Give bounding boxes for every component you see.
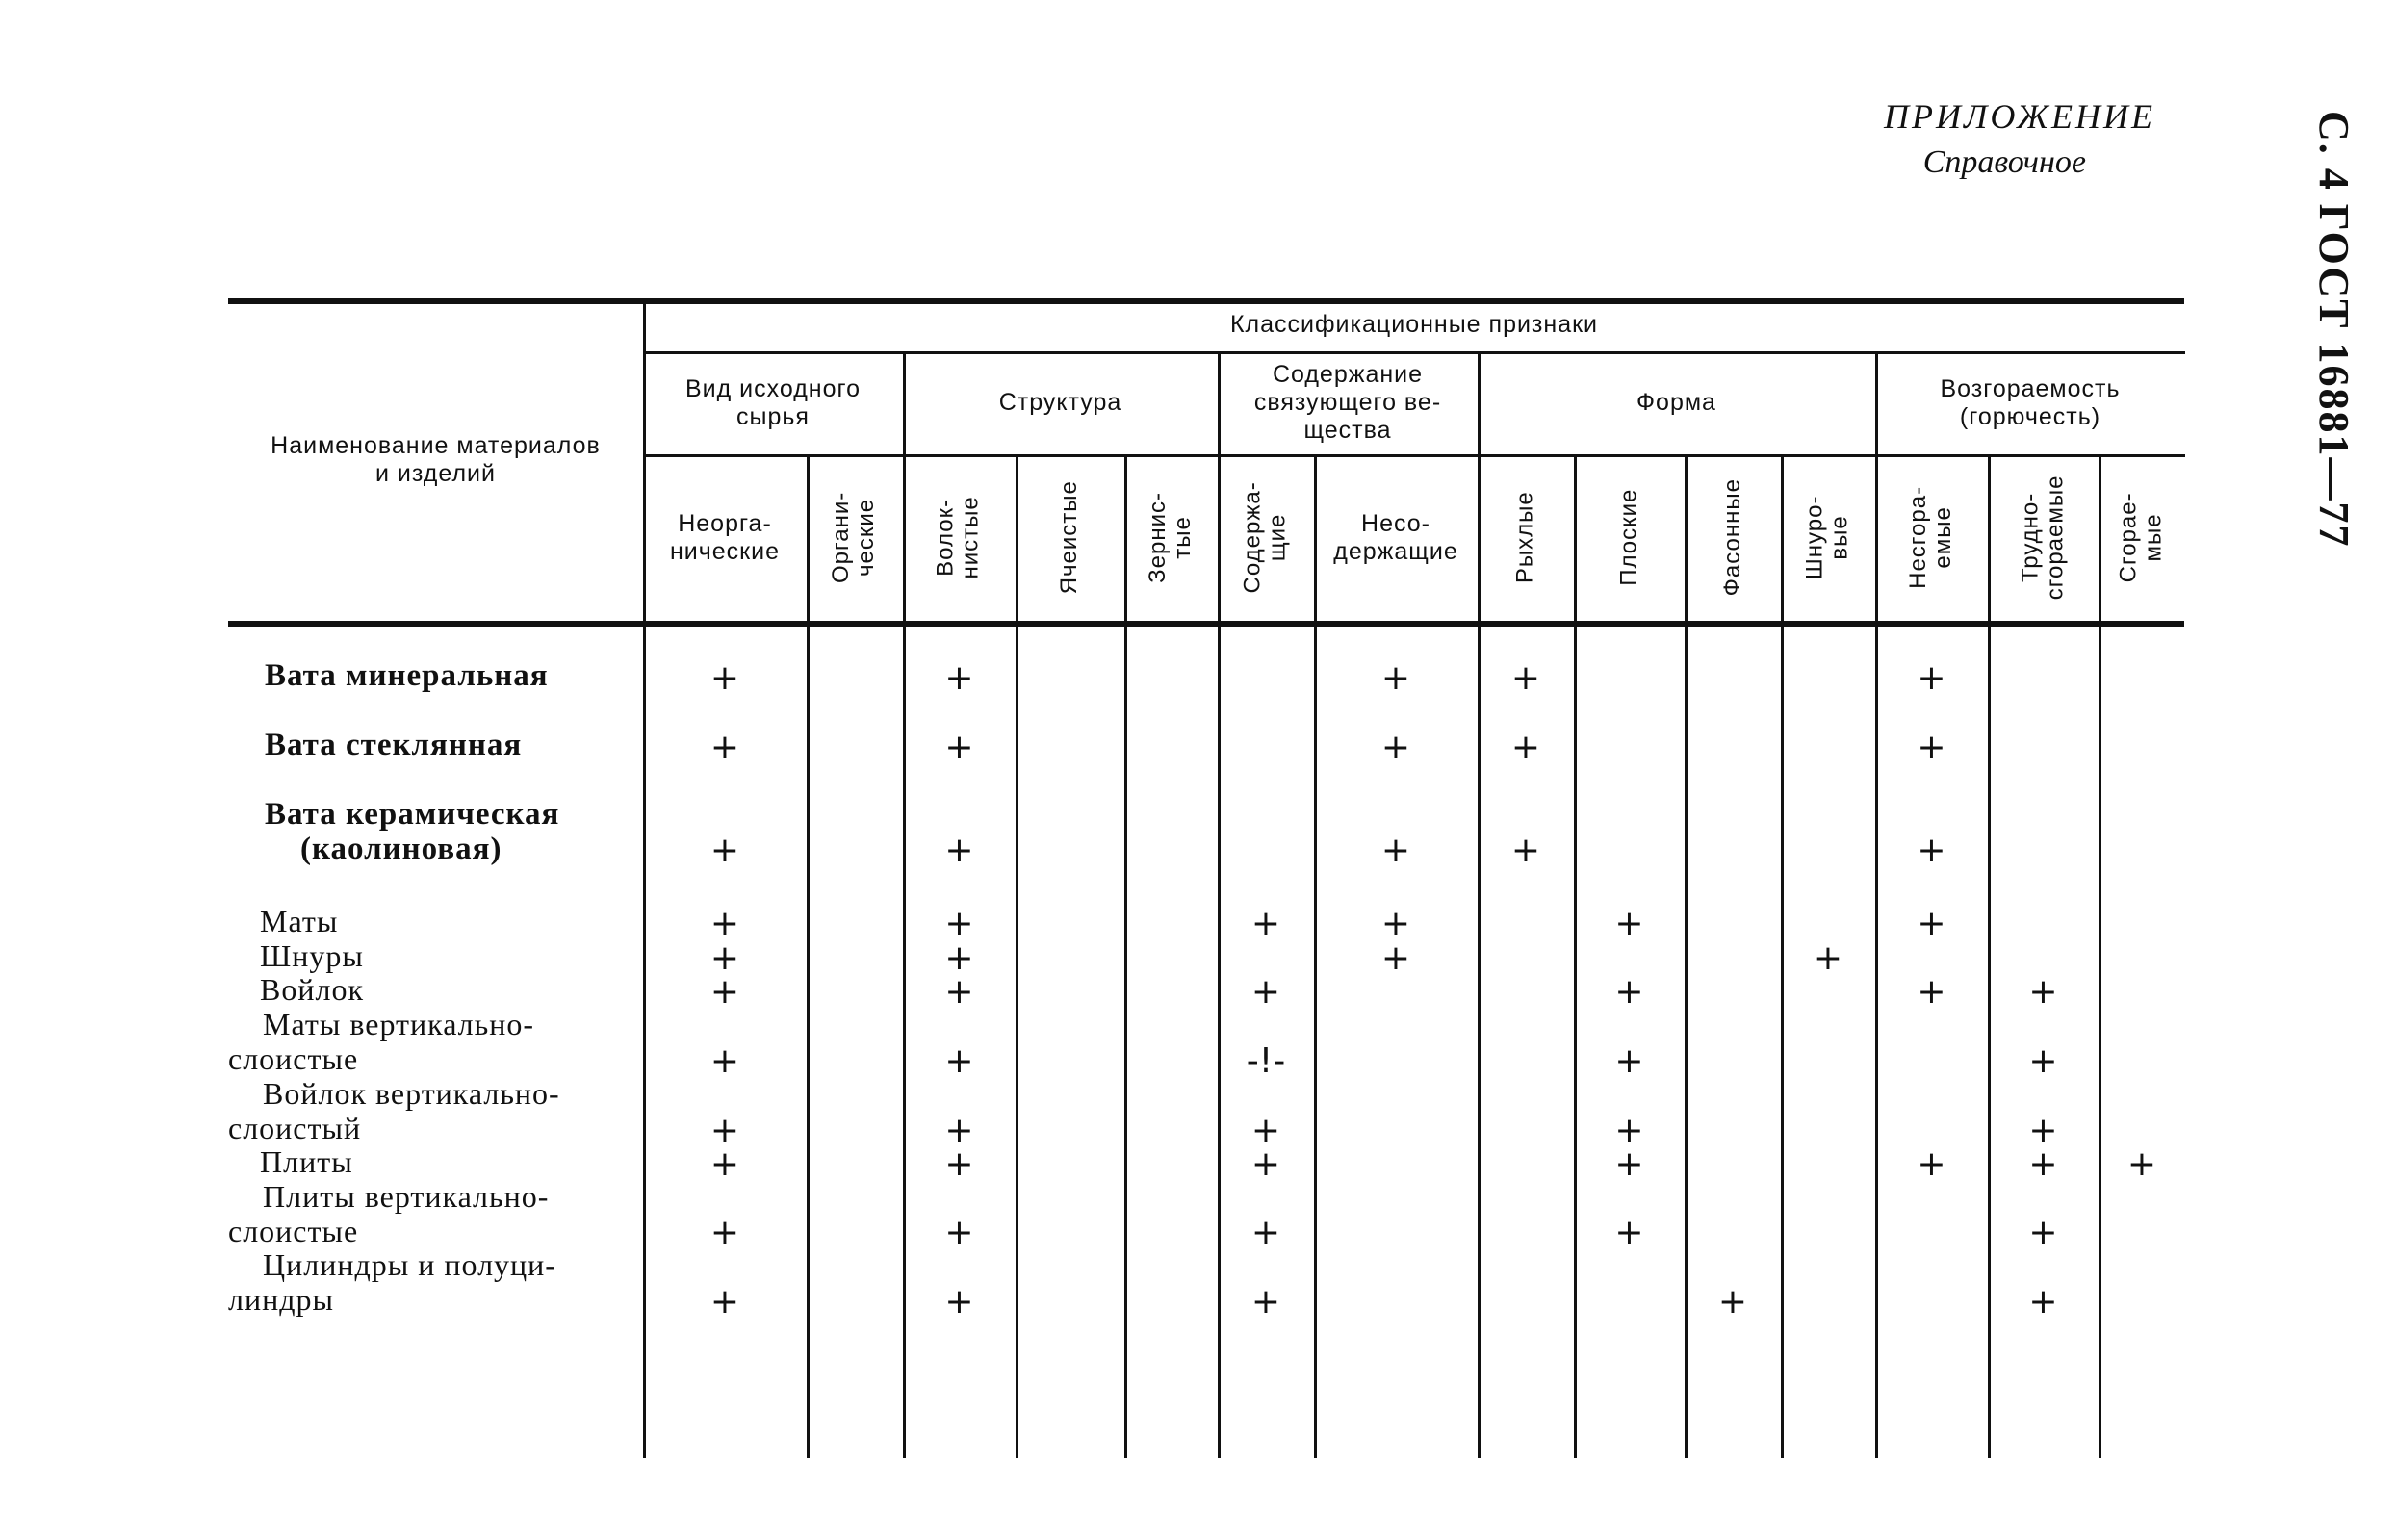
column-header-label: Несгора- емые — [1905, 486, 1957, 589]
table-cell-mark: + — [1250, 972, 1281, 1012]
table-cell-mark: + — [1380, 904, 1411, 943]
table-cell-mark: + — [1917, 1144, 1946, 1184]
table-cell-mark: + — [944, 1111, 974, 1150]
column-header — [2099, 454, 2185, 621]
column-header: Неорга- нические — [669, 509, 780, 565]
table-row-name: Войлок вертикально- слоистый — [228, 1076, 560, 1145]
table-row-name: Войлок — [260, 972, 364, 1007]
column-header-label: Шнуро- вые — [1801, 495, 1853, 580]
column-header — [1478, 454, 1574, 621]
appendix-subtitle: Справочное — [1922, 144, 2086, 180]
table-cell-mark: + — [1717, 1282, 1748, 1322]
group-header: Структура — [998, 389, 1122, 417]
table-cell-mark: + — [1614, 972, 1644, 1012]
table-cell-mark: + — [944, 938, 974, 978]
column-header — [1574, 454, 1685, 621]
column-header — [1218, 454, 1314, 621]
column-header — [1875, 454, 1988, 621]
table-cell-mark: + — [1614, 904, 1644, 943]
column-header-label: Зернис- тые — [1145, 492, 1197, 583]
table-row-name: Вата минеральная — [265, 658, 549, 693]
table-cell-mark: + — [2028, 1111, 2058, 1150]
column-header-label: Волок- нистые — [933, 496, 985, 579]
table-cell-mark: + — [1917, 728, 1946, 767]
table-cell-mark: + — [709, 1144, 740, 1184]
name-column-header: Наименование материалов и изделий — [271, 431, 601, 487]
table-cell-mark: + — [709, 904, 740, 943]
table-row-name: Плиты вертикально- слоистые — [228, 1179, 550, 1248]
table-cell-mark: + — [1614, 1111, 1644, 1150]
table-cell-mark: + — [1813, 938, 1843, 978]
table-cell-mark: + — [709, 658, 740, 698]
table-cell-mark: + — [2126, 1144, 2157, 1184]
table-row-name: Вата керамическая (каолиновая) — [265, 797, 560, 866]
column-header-label: Ячеистые — [1056, 480, 1083, 595]
column-header — [1016, 454, 1124, 621]
column-header-label: Трудно- сгораемые — [2017, 475, 2069, 601]
table-cell-mark: + — [709, 1041, 740, 1081]
table-cell-mark: + — [1250, 1111, 1281, 1150]
table-row-name: Плиты — [260, 1144, 353, 1179]
table-cell-mark: + — [1917, 904, 1946, 943]
table-row-name: Цилиндры и полуци- линдры — [228, 1247, 556, 1317]
column-header — [1124, 454, 1218, 621]
table-cell-mark: + — [2028, 1144, 2058, 1184]
table-cell-mark: + — [2028, 1041, 2058, 1081]
table-cell-mark: + — [1917, 658, 1946, 698]
table-cell-mark: + — [1250, 904, 1281, 943]
table-row-name: Маты — [260, 904, 339, 938]
table-cell-mark: + — [944, 904, 974, 943]
table-cell-mark: + — [1917, 831, 1946, 870]
table-cell-mark: + — [944, 658, 974, 698]
column-header — [1988, 454, 2099, 621]
table-cell-mark: + — [1614, 1041, 1644, 1081]
table-row-name: Вата стеклянная — [265, 728, 523, 762]
table-cell-mark: + — [2028, 972, 2058, 1012]
column-header-label: Фасонные — [1718, 478, 1745, 597]
table-cell-mark: + — [2028, 1282, 2058, 1322]
column-header — [1685, 454, 1781, 621]
table-cell-mark: + — [944, 1282, 974, 1322]
column-header-label: Сгорае- мые — [2115, 492, 2168, 583]
table-cell-mark: + — [709, 1213, 740, 1252]
table-row-name: Шнуры — [260, 938, 364, 973]
header-bottom-rule — [228, 621, 2184, 627]
group-header: Содержание связующего ве- щества — [1253, 361, 1442, 444]
table-row-name: Маты вертикально- слоистые — [228, 1007, 535, 1076]
table-cell-mark: + — [1380, 658, 1411, 698]
table-cell-mark: + — [944, 1041, 974, 1081]
table-cell-mark: + — [709, 728, 740, 767]
column-header-label: Органи- ческие — [828, 491, 880, 584]
table-cell-mark: + — [1614, 1144, 1644, 1184]
page-side-label: С. 4 ГОСТ 16881—77 — [2310, 111, 2357, 549]
table-cell-mark: -!- — [1246, 1041, 1286, 1081]
table-cell-mark: + — [709, 938, 740, 978]
column-header — [903, 454, 1016, 621]
table-cell-mark: + — [1380, 938, 1411, 978]
table-cell-mark: + — [2028, 1213, 2058, 1252]
table-cell-mark: + — [944, 1144, 974, 1184]
column-header-label: Плоские — [1615, 488, 1642, 587]
group-header: Форма — [1636, 389, 1716, 417]
table-cell-mark: + — [1917, 972, 1946, 1012]
table-cell-mark: + — [709, 831, 740, 870]
table-cell-mark: + — [1250, 1282, 1281, 1322]
table-cell-mark: + — [944, 1213, 974, 1252]
table-cell-mark: + — [1250, 1213, 1281, 1252]
column-header — [807, 454, 903, 621]
column-header: Несо- держащие — [1333, 509, 1458, 565]
table-cell-mark: + — [1250, 1144, 1281, 1184]
table-cell-mark: + — [1510, 831, 1541, 870]
classification-header: Классификационные признаки — [1229, 311, 1599, 339]
table-cell-mark: + — [944, 831, 974, 870]
appendix-title: ПРИЛОЖЕНИЕ — [1884, 97, 2155, 136]
table-cell-mark: + — [1510, 728, 1541, 767]
group-header: Возгораемость (горючесть) — [1940, 374, 2121, 430]
table-cell-mark: + — [944, 972, 974, 1012]
table-cell-mark: + — [1380, 728, 1411, 767]
column-header-label: Рыхлые — [1511, 491, 1538, 584]
table-cell-mark: + — [709, 1111, 740, 1150]
column-header-label: Содержа- щие — [1239, 481, 1291, 594]
table-cell-mark: + — [709, 972, 740, 1012]
group-header: Вид исходного сырья — [685, 374, 861, 430]
table-cell-mark: + — [944, 728, 974, 767]
table-cell-mark: + — [709, 1282, 740, 1322]
table-cell-mark: + — [1510, 658, 1541, 698]
table-cell-mark: + — [1614, 1213, 1644, 1252]
table-cell-mark: + — [1380, 831, 1411, 870]
column-header — [1781, 454, 1875, 621]
